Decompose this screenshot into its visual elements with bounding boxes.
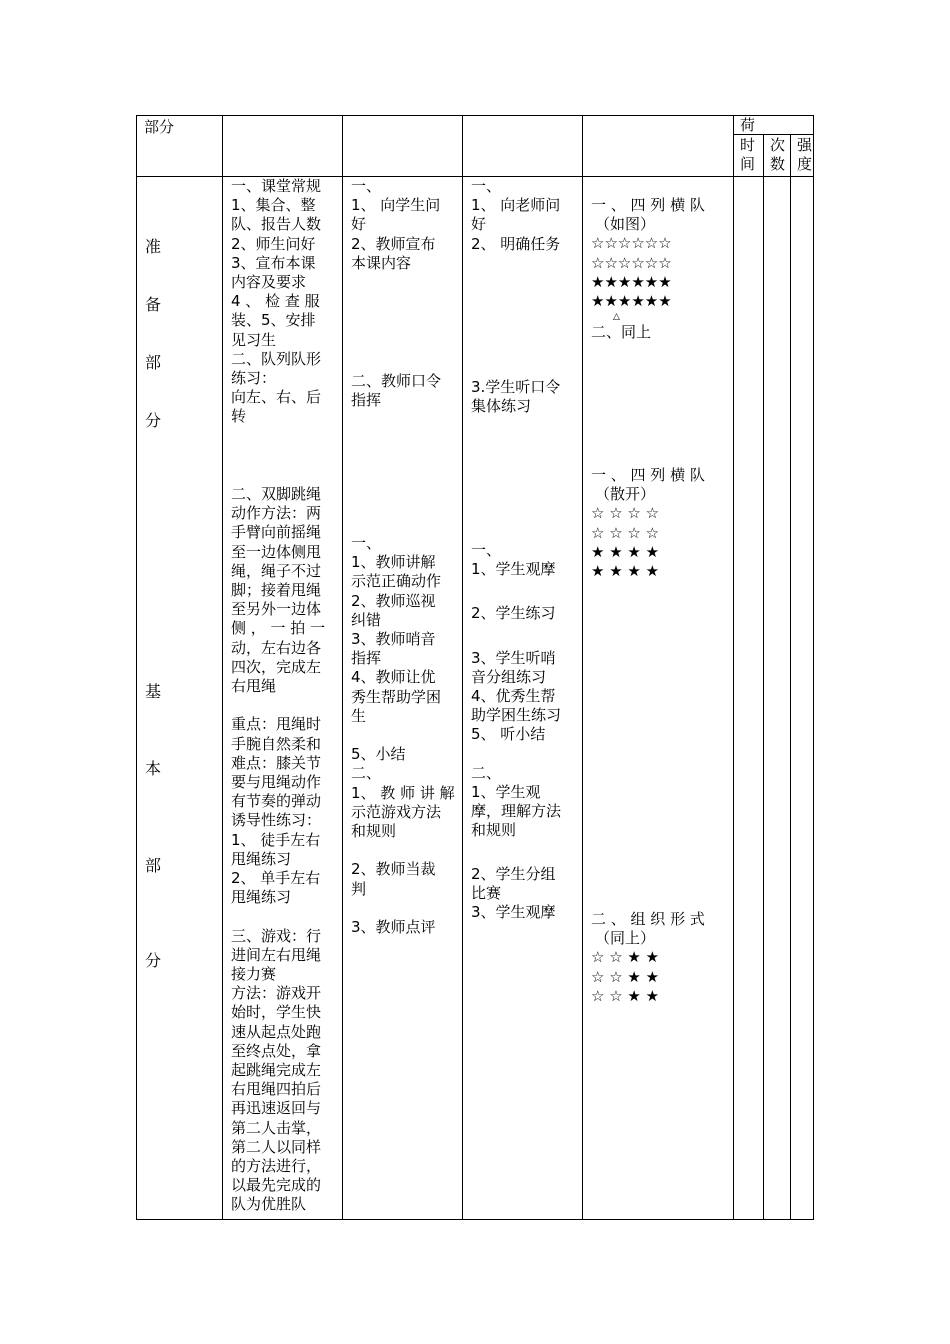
formation-row: ☆☆☆☆☆☆ <box>591 253 672 272</box>
basic-teacher-line: 一、 <box>351 534 382 552</box>
basic-content-line: 速从起点处跑 <box>231 1022 322 1041</box>
basic-content-line <box>231 696 325 715</box>
col-divider-3 <box>462 115 463 1220</box>
basic-content-line: 右甩绳 <box>231 677 277 696</box>
prep-teacher-line: 2、教师宣布 <box>351 234 436 253</box>
prep-content-line: 装、5、安排 <box>231 311 316 330</box>
prep-student-line: 1、 向老师问 <box>471 196 561 215</box>
basic-content-line: 难点：膝关节 <box>231 753 322 772</box>
basic-section-char-1: 基 <box>145 682 162 701</box>
basic-content-line: 手臂向前摇绳 <box>231 523 322 542</box>
basic-teacher <box>351 534 455 937</box>
basic-student-line <box>471 841 561 865</box>
basic-content-line <box>231 907 325 926</box>
prep-content-line: 二、队列队形 <box>231 349 322 368</box>
basic-content-line: 侧 ， 一 拍 一 <box>231 619 326 638</box>
prep-teacher-line: 一、 <box>351 177 382 195</box>
basic-student-line: 一、 <box>471 541 502 559</box>
formation-row: ★★★★★★ <box>591 292 672 311</box>
header-load: 荷 <box>740 116 756 134</box>
basic-content-line: 脚；接着甩绳 <box>231 581 322 600</box>
basic-teacher-line: 1、教师讲解 <box>351 553 436 572</box>
basic-content-line: 起跳绳完成左 <box>231 1061 322 1080</box>
basic-teacher-line: 4、教师让优 <box>351 668 436 687</box>
basic-content-line: 诱导性练习： <box>231 811 322 830</box>
basic-teacher-line: 2、教师巡视 <box>351 591 436 610</box>
prep-student-line: 一、 <box>471 177 502 195</box>
basic-student-line <box>471 624 561 649</box>
basic-student <box>471 541 561 922</box>
table-bottom-border <box>136 1219 814 1220</box>
basic-content-line: 第二人以同样 <box>231 1137 322 1156</box>
prep-content-line: 向左、右、后 <box>231 388 322 407</box>
prep-content-line: 2、师生问好 <box>231 234 316 253</box>
prep-content-line: 见习生 <box>231 330 277 349</box>
prep-student-2 <box>471 378 560 416</box>
basic-section-char-3: 部 <box>145 856 162 875</box>
basic-content-line: 1、 徒手左右 <box>231 830 321 849</box>
basic-section-char-2: 本 <box>145 759 162 778</box>
col-divider-7 <box>790 134 791 1220</box>
basic-student-line: 3、学生听哨 <box>471 648 556 667</box>
formation-row: ☆☆☆☆☆☆ <box>591 234 672 253</box>
basic-student-line: 摩，理解方法 <box>471 802 562 821</box>
basic-student-line: 和规则 <box>471 821 517 840</box>
basic-content-line: 右甩绳四拍后 <box>231 1080 322 1099</box>
table-top-border <box>136 115 814 116</box>
prep-student-line: 2、 明确任务 <box>471 234 561 253</box>
prep-content-line: 内容及要求 <box>231 273 307 292</box>
basic-section-char-4: 分 <box>145 951 162 970</box>
basic-content-line: 方法：游戏开 <box>231 984 322 1003</box>
basic-content-line: 的方法进行， <box>231 1157 322 1176</box>
basic-student-line: 比赛 <box>471 883 502 902</box>
prep-content-line: 1、集合、整 <box>231 196 316 215</box>
basic-content-line: 再迅速返回与 <box>231 1099 322 1118</box>
prep-teacher <box>351 177 440 273</box>
basic-student-line: 音分组练习 <box>471 667 547 686</box>
basic-teacher-line <box>351 841 455 860</box>
basic-content-line: 至另外一边体 <box>231 600 322 619</box>
basic-content-line: 四次，完成左 <box>231 657 322 676</box>
formation-row: ☆ ☆ ☆ ☆ <box>591 523 660 542</box>
basic-teacher-line: 生 <box>351 706 367 725</box>
header-count: 次数 <box>770 136 786 173</box>
basic-content-line: 以最先完成的 <box>231 1176 322 1195</box>
formation-row: ★ ★ ★ ★ <box>591 542 660 561</box>
basic-content <box>231 485 325 1215</box>
col-divider-2 <box>342 115 343 1220</box>
basic-student-line: 5、 听小结 <box>471 725 546 744</box>
basic-content-line: 至终点处，拿 <box>231 1041 322 1060</box>
basic-org-line: 二 、 组 织 形 式 <box>591 910 705 928</box>
prep-content-line: 一、课堂常规 <box>231 177 322 195</box>
basic-content-line: 甩绳练习 <box>231 849 292 868</box>
basic-student-line <box>471 745 561 764</box>
prep-org-line: （如图） <box>595 215 656 234</box>
formation-row: ☆ ☆ ★ ★ <box>591 948 660 967</box>
basic-student-line: 2、学生练习 <box>471 604 556 623</box>
col-divider-6 <box>763 134 764 1220</box>
prep-section-char-2: 备 <box>145 295 162 314</box>
basic-teacher-line: 指挥 <box>351 649 382 668</box>
teacher-position-icon: △ <box>613 312 620 323</box>
formation-row: ★★★★★★ <box>591 272 672 291</box>
basic-student-line: 1、学生观摩 <box>471 560 556 579</box>
prep-teacher-line: 1、 向学生问 <box>351 196 441 215</box>
table-left-border <box>136 115 137 1220</box>
basic-teacher-line: 示范游戏方法 <box>351 802 442 821</box>
basic-student-line: 二、 <box>471 763 502 782</box>
basic-teacher-line: 5、小结 <box>351 745 406 764</box>
prep-section-char-1: 准 <box>145 237 162 256</box>
basic-teacher-line <box>351 726 455 745</box>
prep-section-char-4: 分 <box>145 411 162 430</box>
basic-student-line: 助学困生练习 <box>471 706 562 725</box>
basic-teacher-line: 2、教师当裁 <box>351 860 436 879</box>
basic-student-line: 1、学生观 <box>471 783 541 802</box>
basic-content-line: 三、游戏：行 <box>231 926 322 945</box>
prep-teacher-line: 二、教师口令 <box>351 372 442 390</box>
col-divider-4 <box>582 115 583 1220</box>
basic-org-line: （同上） <box>595 929 656 948</box>
prep-student-line: 好 <box>471 215 487 234</box>
basic-student-line: 3、学生观摩 <box>471 903 556 922</box>
basic-content-line: 手腕自然柔和 <box>231 734 322 753</box>
basic-content-line: 二、双脚跳绳 <box>231 485 322 503</box>
prep-content <box>231 177 321 427</box>
prep-student-line: 3.学生听口令 <box>471 378 561 396</box>
basic-teacher-line: 纠错 <box>351 610 382 629</box>
col-divider-1 <box>222 115 223 1220</box>
basic-student-line: 4、优秀生帮 <box>471 687 556 706</box>
prep-content-line: 3、宣布本课 <box>231 253 316 272</box>
prep-teacher-line: 指挥 <box>351 391 382 410</box>
prep-org <box>591 196 705 342</box>
basic-org-2 <box>591 910 705 1006</box>
prep-section-char-3: 部 <box>145 353 162 372</box>
prep-student <box>471 177 560 254</box>
basic-content-line: 2、 单手左右 <box>231 869 321 888</box>
basic-content-line: 第二人击掌， <box>231 1118 322 1137</box>
basic-content-line: 接力赛 <box>231 965 277 984</box>
basic-content-line: 要与甩绳动作 <box>231 773 322 792</box>
formation-row: ☆ ☆ ☆ ☆ <box>591 504 660 523</box>
header-part: 部分 <box>144 118 175 136</box>
prep-content-line: 队、报告人数 <box>231 215 322 234</box>
prep-content-line: 练习： <box>231 369 277 388</box>
basic-content-line: 动，左右边各 <box>231 638 322 657</box>
basic-teacher-line: 示范正确动作 <box>351 572 442 591</box>
basic-teacher-line: 秀生帮助学困 <box>351 687 442 706</box>
basic-content-line: 甩绳练习 <box>231 888 292 907</box>
basic-content-line: 始时，学生快 <box>231 1003 322 1022</box>
prep-content-line: 转 <box>231 407 247 426</box>
basic-content-line: 动作方法：两 <box>231 504 322 523</box>
basic-org-line: 一 、 四 列 横 队 <box>591 466 705 484</box>
basic-content-line: 进间左右甩绳 <box>231 945 322 964</box>
col-divider-5 <box>733 115 734 1220</box>
prep-teacher-2 <box>351 372 441 410</box>
basic-content-line: 至一边体侧甩 <box>231 542 322 561</box>
table-right-border <box>813 115 814 1220</box>
basic-org <box>591 466 705 581</box>
prep-teacher-line: 好 <box>351 215 367 234</box>
formation-row: ☆ ☆ ★ ★ <box>591 967 660 986</box>
prep-teacher-line: 本课内容 <box>351 253 412 272</box>
prep-org-line: 二、同上 <box>591 323 652 342</box>
formation-row: ★ ★ ★ ★ <box>591 562 660 581</box>
basic-content-line: 绳，绳子不过 <box>231 561 322 580</box>
basic-teacher-line: 3、教师点评 <box>351 918 436 937</box>
basic-content-line: 有节奏的弹动 <box>231 792 322 811</box>
formation-row: ☆ ☆ ★ ★ <box>591 986 660 1005</box>
basic-org-line: （散开） <box>595 485 656 504</box>
header-time: 时间 <box>740 136 756 173</box>
basic-teacher-line: 二、 <box>351 764 382 783</box>
prep-org-line: 一 、 四 列 横 队 <box>591 196 705 214</box>
basic-teacher-line: 判 <box>351 879 367 898</box>
basic-teacher-line: 3、教师哨音 <box>351 630 436 649</box>
basic-teacher-line <box>351 899 455 918</box>
basic-teacher-line: 和规则 <box>351 822 397 841</box>
prep-student-line: 集体练习 <box>471 397 532 416</box>
basic-student-line <box>471 579 561 604</box>
header-intensity: 强度 <box>797 136 813 173</box>
basic-teacher-line: 1、 教 师 讲 解 <box>351 783 455 802</box>
basic-student-line: 2、学生分组 <box>471 864 556 883</box>
prep-content-line: 4 、 检 查 服 <box>231 292 320 311</box>
basic-content-line: 重点：甩绳时 <box>231 715 322 734</box>
basic-content-line: 队为优胜队 <box>231 1195 307 1214</box>
